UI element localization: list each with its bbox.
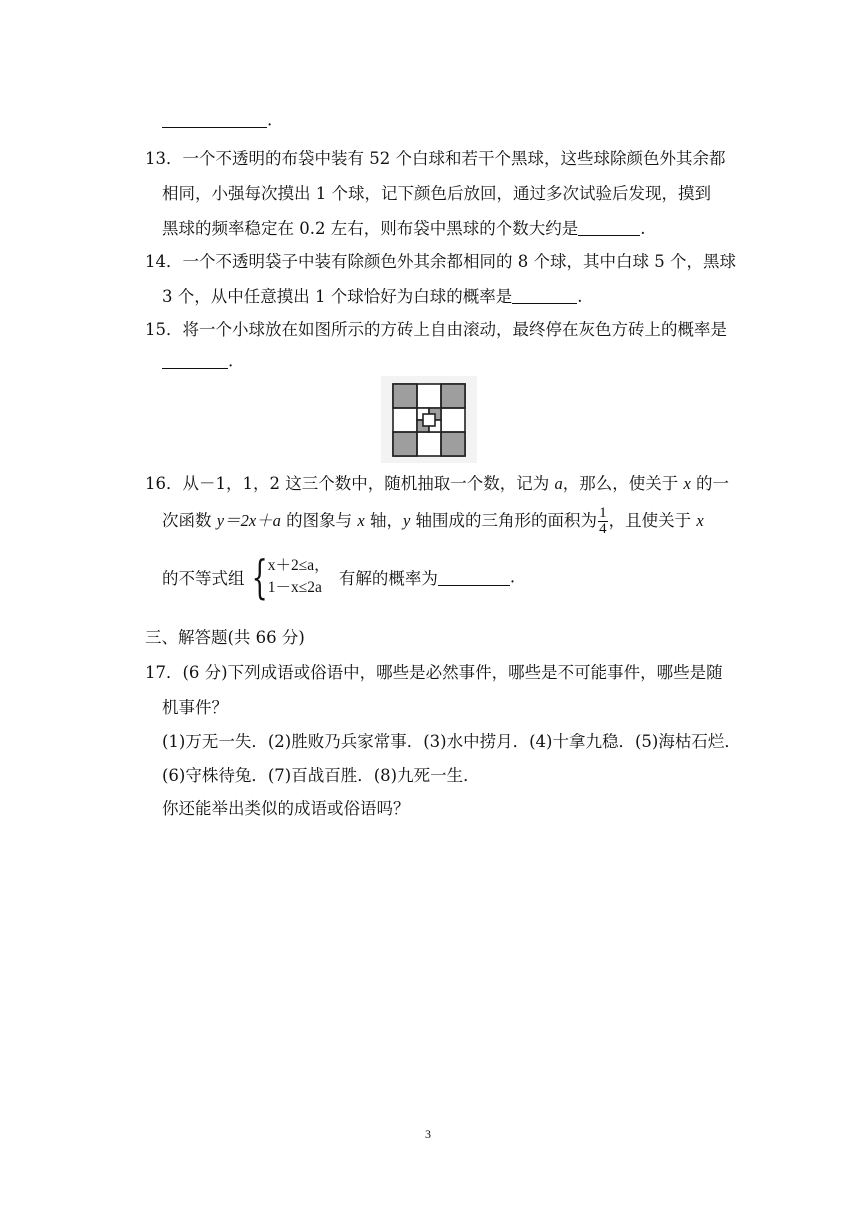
answer-blank <box>578 219 640 237</box>
question-17-line3: (1)万无一失．(2)胜败乃兵家常事．(3)水中捞月．(4)十拿九稳．(5)海枯石烂． <box>162 732 741 751</box>
question-17-line4: (6)守株待兔．(7)百战百胜．(8)九死一生． <box>162 766 480 785</box>
question-16: 16．从－1，1，2 这三个数中，随机抽取一个数，记为 a，那么，使关于 x 的一 <box>145 474 730 493</box>
answer-blank <box>162 351 228 369</box>
brace-symbol: { <box>251 550 268 604</box>
question-number: 16． <box>145 474 183 493</box>
gray-tile-top-right <box>441 384 465 408</box>
question-text: 一个不透明袋子中装有除颜色外其余都相同的 8 个球，其中白球 5 个，黑球 <box>182 252 736 271</box>
question-17-line5: 你还能举出类似的成语或俗语吗？ <box>162 799 410 818</box>
question-text: (6 分)下列成语或俗语中，哪些是必然事件，哪些是不可能事件，哪些是随 <box>182 663 723 682</box>
question-text: 一个不透明的布袋中装有 52 个白球和若干个黑球，这些球除颜色外其余都 <box>182 149 726 168</box>
gray-tile-bottom-right <box>441 432 465 456</box>
answer-blank <box>512 287 577 305</box>
answer-blank <box>162 110 267 128</box>
question-15 <box>145 316 727 340</box>
question-15-line2: . <box>162 351 233 371</box>
question-number: 17． <box>145 663 183 682</box>
question-17-line2: 机事件？ <box>162 698 228 717</box>
question-13 <box>145 145 730 169</box>
question-17 <box>145 659 723 683</box>
question-14 <box>145 248 736 272</box>
fraction: $\frac{1}{4}$ <box>599 505 607 537</box>
page-number: 3 <box>425 1127 431 1141</box>
q12-answer-line: . <box>162 110 272 130</box>
question-16-line2: 次函数 y＝2x＋a 的图象与 x 轴，y 轴围成的三角形的面积为 $\frac{1}{4}$ ，且使关于 x <box>162 505 704 537</box>
question-13-line2: 相同，小强每次摸出 1 个球，记下颜色后放回，通过多次试验后发现，摸到 <box>162 184 711 203</box>
question-13-line3: 黑球的频率稳定在 0.2 左右，则布袋中黑球的个数大约是 . <box>162 219 646 238</box>
answer-blank <box>438 568 510 586</box>
section-heading: 三、解答题(共 66 分) <box>145 628 305 647</box>
question-text: 将一个小球放在如图所示的方砖上自由滚动，最终停在灰色方砖上的概率是 <box>182 320 727 339</box>
inequality-system: { x＋2≤a， 1－x≤2a <box>251 550 330 604</box>
question-16-line3: 的不等式组 { x＋2≤a， 1－x≤2a 有解的概率为 . <box>162 550 516 604</box>
tile-figure <box>381 376 477 463</box>
center-inner-tile <box>423 414 435 426</box>
gray-tile-top-left <box>393 384 417 408</box>
question-number: 15． <box>145 320 183 339</box>
question-number: 14． <box>145 252 183 271</box>
gray-tile-bottom-left <box>393 432 417 456</box>
question-number: 13． <box>145 149 183 168</box>
question-14-line2: 3 个，从中任意摸出 1 个球恰好为白球的概率是 . <box>162 287 583 306</box>
